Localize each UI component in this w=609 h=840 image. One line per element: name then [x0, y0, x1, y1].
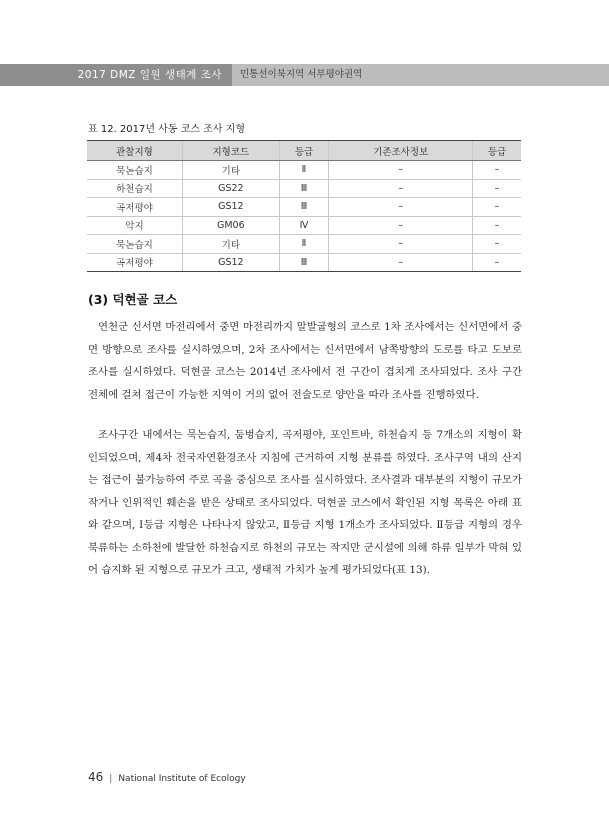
- column-header: 기존조사정보: [329, 141, 473, 161]
- table-cell: GS12: [182, 198, 279, 217]
- table-cell: –: [329, 179, 473, 198]
- running-header: [0, 64, 609, 86]
- table-cell: –: [329, 253, 473, 272]
- table-row: [87, 235, 521, 254]
- body-paragraph: 조사구간 내에서는 묵논습지, 둠벙습지, 곡저평야, 포인트바, 하천습지 등 7개소의 지형이 확인되었으며, 제4차 전국자연환경조사 지침에 근거하여 지형 분류를 하였다. 조사구역 내의 산지는 접근이 불가능하여 주로 곡을 중심으로 조사를 실시하였다. 조사결과 대부분의 지형이 규모가 작거나 인위적인 훼손을 받은 상태로 조사되었다. 덕현골 코스에서 확인된 지형 목록은 아래 표와 같으며, Ⅰ등급 지형은 나타나지 않았고, Ⅱ등급 지형 1개소가 조사되었다. Ⅱ등급 지형의 경우 북류하는 소하천에 발달한 하천습지로 하천의 규모는 작지만 군시설에 의해 하류 일부가 막혀 있어 습지화 된 지형으로 규모가 크고, 생태적 가치가 높게 평가되었다(표 13).: [88, 429, 522, 576]
- table-cell: GS12: [182, 253, 279, 272]
- table-cell: –: [329, 235, 473, 254]
- page-number: 46: [88, 770, 104, 784]
- table-cell: 묵논습지: [87, 161, 182, 180]
- table-cell: Ⅲ: [279, 198, 329, 217]
- column-header: 등급: [279, 141, 329, 161]
- table-row: [87, 216, 521, 235]
- section-title: (3) 덕현골 코스: [88, 292, 178, 307]
- institute-name: National Institute of Ecology: [118, 774, 246, 784]
- table-cell: 묵논습지: [87, 235, 182, 254]
- table-cell: Ⅱ: [279, 161, 329, 180]
- table-cell: 하천습지: [87, 179, 182, 198]
- page-footer: [88, 770, 246, 784]
- table-cell: Ⅳ: [279, 216, 329, 235]
- table-cell: 곡저평야: [87, 198, 182, 217]
- table-cell: GM06: [182, 216, 279, 235]
- table-caption: 표 12. 2017년 사동 코스 조사 지형: [88, 124, 246, 135]
- column-header: 관찰지형: [87, 141, 182, 161]
- table-row: [87, 161, 521, 180]
- table-cell: Ⅱ: [279, 235, 329, 254]
- table-cell: –: [329, 216, 473, 235]
- table-cell: GS22: [182, 179, 279, 198]
- body-paragraph: 연천군 신서면 마전리에서 중면 마전리까지 말발굽형의 코스로 1차 조사에서는 신서면에서 중면 방향으로 조사를 실시하였으며, 2차 조사에서는 신서면에서 남쪽방향의 도로를 타고 도보로 조사를 실시하였다. 덕현골 코스는 2014년 조사에서 전 구간이 겹치게 조사되었다. 조사 구간 전체에 걸쳐 접근이 가능한 지역이 거의 없어 전술도로 양안을 따라 조사를 진행하였다.: [88, 321, 522, 401]
- table-header-row: [87, 141, 521, 161]
- table-cell: Ⅲ: [279, 253, 329, 272]
- table-cell: –: [473, 161, 521, 180]
- column-header: 지형코드: [182, 141, 279, 161]
- table-cell: –: [473, 216, 521, 235]
- table-cell: –: [329, 198, 473, 217]
- table-cell: 곡저평야: [87, 253, 182, 272]
- table-cell: –: [473, 253, 521, 272]
- table-row: [87, 179, 521, 198]
- table-cell: –: [473, 235, 521, 254]
- table-row: [87, 253, 521, 272]
- table-cell: 악지: [87, 216, 182, 235]
- terrain-table: [87, 140, 521, 272]
- header-region-title: 민통선이북지역 서부평야권역: [240, 69, 363, 80]
- table-cell: –: [473, 179, 521, 198]
- table-cell: 기타: [182, 161, 279, 180]
- header-report-title: 2017 DMZ 일원 생태계 조사: [0, 64, 232, 86]
- column-header: 등급: [473, 141, 521, 161]
- table-row: [87, 198, 521, 217]
- table-cell: 기타: [182, 235, 279, 254]
- table-cell: Ⅲ: [279, 179, 329, 198]
- table-cell: –: [329, 161, 473, 180]
- table-cell: –: [473, 198, 521, 217]
- footer-separator: |: [109, 774, 113, 784]
